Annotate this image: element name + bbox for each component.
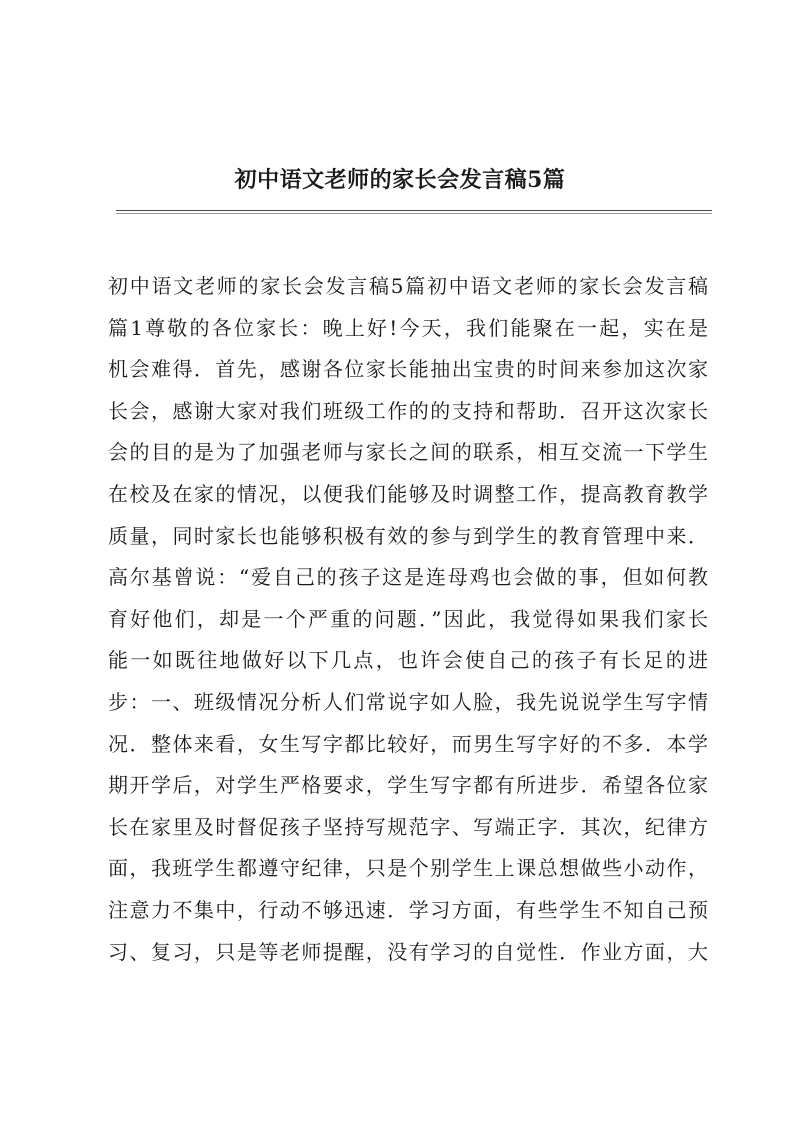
body-line: 能一如既往地做好以下几点，也许会使自己的孩子有长足的进 — [108, 648, 708, 673]
body-line: 育好他们，却是一个严重的问题．”因此，我觉得如果我们家长 — [108, 606, 708, 631]
body-line: 况．整体来看，女生写字都比较好，而男生写字好的不多．本学 — [108, 731, 708, 756]
document-title: 初中语文老师的家长会发言稿5篇 — [234, 167, 566, 193]
body-line: 期开学后，对学生严格要求，学生写字都有所进步．希望各位家 — [108, 773, 708, 798]
body-line: 长在家里及时督促孩子坚持写规范字、写端正字．其次，纪律方 — [108, 814, 708, 839]
body-line: 初中语文老师的家长会发言稿5篇初中语文老师的家长会发言稿 — [108, 274, 708, 298]
body-line: 机会难得．首先，感谢各位家长能抽出宝贵的时间来参加这次家 — [108, 357, 708, 382]
document-body — [108, 266, 708, 973]
body-line: 长会，感谢大家对我们班级工作的的支持和帮助．召开这次家长 — [108, 398, 708, 423]
title-divider — [116, 210, 712, 214]
body-line: 篇1尊敬的各位家长：晚上好!今天，我们能聚在一起，实在是 — [108, 315, 708, 340]
body-line: 面，我班学生都遵守纪律，只是个别学生上课总想做些小动作， — [108, 856, 708, 881]
body-line: 习、复习，只是等老师提醒，没有学习的自觉性．作业方面，大 — [108, 939, 708, 964]
body-line: 步：一、班级情况分析人们常说字如人脸，我先说说学生写字情 — [108, 689, 708, 714]
body-line: 会的目的是为了加强老师与家长之间的联系，相互交流一下学生 — [108, 440, 708, 465]
body-line: 在校及在家的情况，以便我们能够及时调整工作，提高教育教学 — [108, 481, 708, 506]
body-line: 注意力不集中，行动不够迅速．学习方面，有些学生不知自己预 — [108, 897, 708, 922]
body-line: 高尔基曾说：“爱自己的孩子这是连母鸡也会做的事，但如何教 — [108, 565, 708, 590]
body-line: 质量，同时家长也能够积极有效的参与到学生的教育管理中来． — [108, 523, 708, 548]
